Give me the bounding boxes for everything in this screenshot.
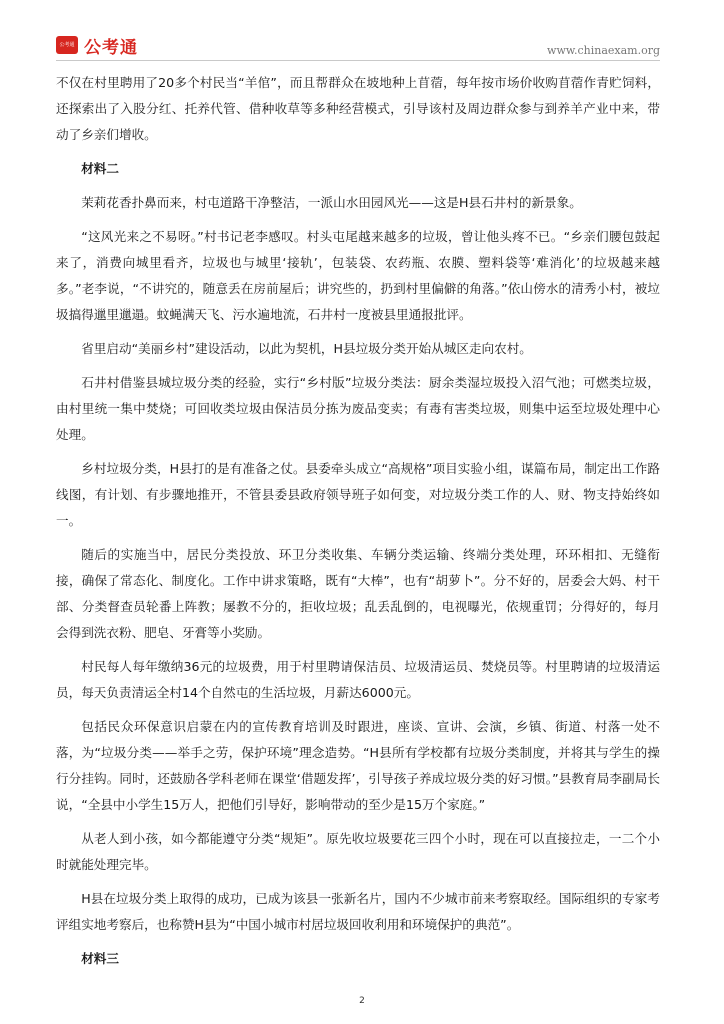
page-number: 2	[359, 996, 365, 1006]
logo-badge: 公考通	[56, 36, 78, 54]
site-url: www.chinaexam.org	[547, 44, 660, 57]
paragraph-9: 包括民众环保意识启蒙在内的宣传教育培训及时跟进，座谈、宣讲、会演，乡镇、街道、村落一处不落，为“垃圾分类——举手之劳，保护环境”理念造势。“H县所有学校都有垃圾分类制度，并将其与学生的操行分挂钩。同时，还鼓励各学科老师在课堂‘借题发挥’，引导孩子养成垃圾分类的好习惯。”县教育局李副局长说，“全县中小学生15万人，把他们引导好，影响带动的至少是15万个家庭。”	[56, 719, 660, 812]
paragraph-11: H县在垃圾分类上取得的成功，已成为该县一张新名片，国内不少城市前来考察取经。国际组织的专家考评组实地考察后，也称赞H县为“中国小城市村居垃圾回收利用和环境保护的典范”。	[56, 891, 660, 932]
paragraph-4: 省里启动“美丽乡村”建设活动，以此为契机，H县垃圾分类开始从城区走向农村。	[81, 341, 532, 356]
material-three-heading: 材料三	[81, 951, 119, 966]
paragraph-5: 石井村借鉴县城垃圾分类的经验，实行“乡村版”垃圾分类法：厨余类湿垃圾投入沼气池；可燃类垃圾，由村里统一集中焚烧；可回收类垃圾由保洁员分拣为废品变卖；有毒有害类垃圾，则集中运至垃圾处理中心处理。	[56, 375, 660, 442]
paragraph-2: 茉莉花香扑鼻而来，村屯道路干净整洁，一派山水田园风光——这是H县石井村的新景象。	[81, 195, 582, 210]
logo	[56, 34, 138, 56]
paragraph-1: 不仅在村里聘用了20多个村民当“羊倌”，而且帮群众在坡地种上苜蓿，每年按市场价收购苜蓿作青贮饲料，还探索出了入股分红、托养代管、借种收草等多种经营模式，引导该村及周边群众参与到养羊产业中来，带动了乡亲们增收。	[56, 75, 660, 142]
paragraph-3: “这风光来之不易呀。”村书记老李感叹。村头屯尾越来越多的垃圾，曾让他头疼不已。“乡亲们腰包鼓起来了，消费向城里看齐，垃圾也与城里‘接轨’，包装袋、农药瓶、农膜、塑料袋等‘难消化’的垃圾越来越多。”老李说，“不讲究的，随意丢在房前屋后；讲究些的，扔到村里偏僻的角落。”依山傍水的清秀小村，被垃圾搞得邋里邋遢。蚊蝇满天飞、污水遍地流，石井村一度被县里通报批评。	[56, 229, 660, 322]
paragraph-10: 从老人到小孩，如今都能遵守分类“规矩”。原先收垃圾要花三四个小时，现在可以直接拉走，一二个小时就能处理完毕。	[56, 831, 660, 872]
page-header	[0, 0, 724, 70]
paragraph-7: 随后的实施当中，居民分类投放、环卫分类收集、车辆分类运输、终端分类处理，环环相扣、无缝衔接，确保了常态化、制度化。工作中讲求策略，既有“大棒”，也有“胡萝卜”。分不好的，居委会大妈、村干部、分类督查员轮番上阵教；屡教不分的，拒收垃圾；乱丢乱倒的，电视曝光，依规重罚；分得好的，每月会得到洗衣粉、肥皂、牙膏等小奖励。	[56, 547, 660, 640]
paragraph-8: 村民每人每年缴纳36元的垃圾费，用于村里聘请保洁员、垃圾清运员、焚烧员等。村里聘请的垃圾清运员，每天负责清运全村14个自然屯的生活垃圾，月薪达6000元。	[56, 659, 660, 700]
header-divider	[56, 60, 660, 61]
material-two-heading: 材料二	[81, 161, 119, 176]
document-body	[56, 68, 660, 978]
paragraph-6: 乡村垃圾分类，H县打的是有准备之仗。县委牵头成立“高规格”项目实验小组，谋篇布局，制定出工作路线图，有计划、有步骤地推开，不管县委县政府领导班子如何变，对垃圾分类工作的人、财、物支持始终如一。	[56, 461, 660, 528]
logo-text: 公考通	[84, 37, 138, 58]
